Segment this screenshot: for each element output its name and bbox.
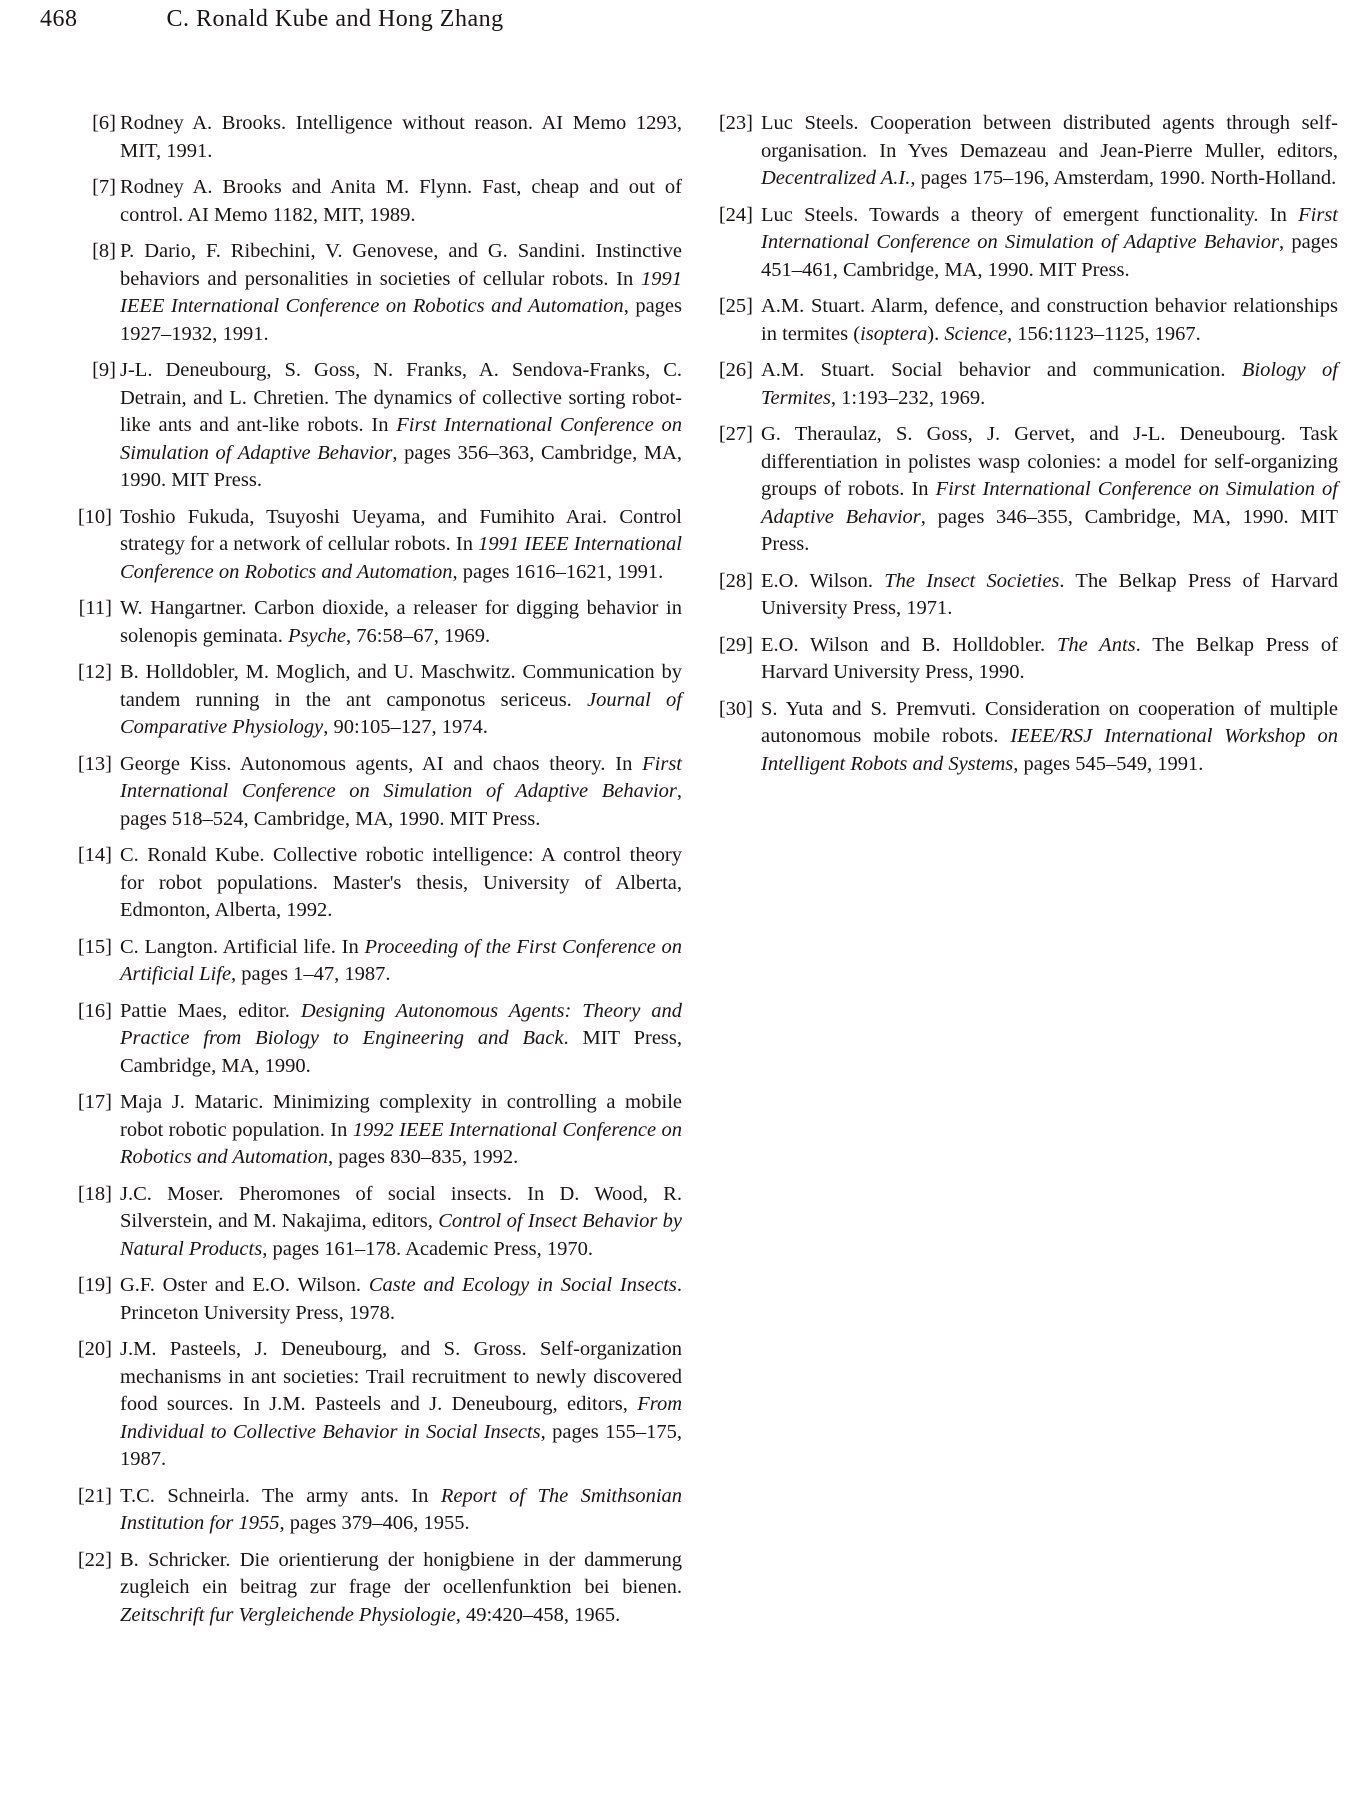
reference-number: [12] (77, 661, 112, 683)
reference-text-segment: B. Schricker. Die orientierung der honigbiene in der dammerung zugleich ein beitrag zur frage der ocellenfunktion bei bienen. (120, 1548, 682, 1598)
reference-entry (718, 357, 1338, 412)
reference-title-italic: First International Conference on Simulation of Adaptive Behavior (761, 203, 1338, 253)
reference-text (120, 936, 682, 986)
reference-text (120, 1274, 682, 1324)
reference-number: [15] (77, 935, 112, 958)
reference-number: [22] (77, 1548, 112, 1571)
reference-title-italic: Caste and Ecology in Social Insects (368, 1274, 677, 1296)
reference-entry (718, 421, 1339, 559)
reference-title-italic: Science (944, 322, 1007, 345)
reference-number: [17] (77, 1091, 112, 1113)
reference-number: [7] (92, 176, 116, 198)
reference-text (120, 1091, 682, 1168)
reference-text-segment: , pages 1927–1932, 1991. (120, 295, 683, 345)
reference-text-segment: G.F. Oster and E.O. Wilson. (120, 1274, 369, 1296)
reference-text-segment: . Princeton University Press, 1978. (120, 1274, 682, 1324)
reference-text-segment: B. Holldobler, M. Moglich, and U. Maschwitz. Communication by tandem running in the ant camponotus sericeus. (120, 661, 682, 711)
reference-entry (82, 110, 682, 165)
reference-title-italic: The Insect Societies (884, 569, 1060, 592)
reference-entry (77, 1181, 683, 1264)
reference-title-italic: Zeitschrift fur Vergleichende Physiologie (120, 1603, 456, 1626)
reference-text (120, 240, 682, 345)
reference-text (761, 570, 1338, 620)
reference-number: [10] (77, 505, 112, 528)
reference-text (761, 204, 1338, 281)
reference-number: [9] (92, 359, 116, 381)
reference-number: [25] (718, 295, 753, 317)
reference-text (761, 359, 1338, 409)
reference-entry (82, 174, 682, 229)
reference-text-segment: , 76:58–67, 1969. (346, 624, 491, 647)
reference-text-segment: . The Belkap Press of Harvard University Press, 1971. (761, 569, 1338, 619)
reference-text (120, 176, 682, 226)
reference-entry (77, 1272, 682, 1327)
reference-text-segment: P. Dario, F. Ribechini, V. Genovese, and G. Sandini. Instinctive behaviors and personalities in societies of cellular robots. In (120, 240, 682, 290)
reference-text-segment: E.O. Wilson and B. Holldobler. (761, 633, 1057, 656)
reference-title-italic: 1991 IEEE International Conference on Robotics and Automation (120, 267, 682, 317)
reference-title-italic: Decentralized A.I. (761, 167, 911, 189)
reference-entry (718, 696, 1338, 779)
reference-text (120, 661, 682, 738)
reference-number: [29] (718, 633, 753, 656)
reference-title-italic: isoptera (860, 322, 928, 345)
reference-text-segment: , 90:105–127, 1974. (323, 716, 488, 738)
page-number: 468 (40, 6, 78, 32)
reference-text-segment: , 1:193–232, 1969. (830, 386, 986, 409)
reference-text-segment: , pages 175–196, Amsterdam, 1990. North-Holland. (910, 167, 1337, 189)
reference-title-italic: Biology of Termites (761, 359, 1338, 409)
reference-entry (77, 998, 682, 1081)
reference-text-segment: Pattie Maes, editor. (120, 999, 301, 1022)
reference-text-segment: Rodney A. Brooks. Intelligence without reason. AI Memo 1293, MIT, 1991. (120, 112, 682, 162)
reference-text (120, 1183, 682, 1260)
reference-entry (77, 751, 682, 834)
reference-text (120, 753, 682, 830)
reference-title-italic: Report of The Smithsonian Institution for 1955 (120, 1484, 683, 1534)
references-right-column (718, 110, 1339, 787)
reference-text-segment: , pages 1616–1621, 1991. (452, 560, 664, 583)
reference-text (120, 844, 682, 921)
reference-text (761, 112, 1338, 189)
reference-text (120, 597, 682, 647)
reference-text (120, 506, 682, 583)
reference-number: [11] (78, 597, 112, 619)
reference-text-segment: Luc Steels. Cooperation between distributed agents through self-organisation. In Yves Demazeau and Jean-Pierre Muller, editors, (761, 112, 1338, 162)
reference-text-segment: . The Belkap Press of Harvard University Press, 1990. (761, 633, 1338, 683)
reference-text (120, 1485, 682, 1535)
reference-entry (718, 632, 1338, 687)
reference-entry (77, 1483, 683, 1538)
reference-number: [26] (718, 359, 753, 381)
reference-text-segment: C. Ronald Kube. Collective robotic intelligence: A control theory for robot populations. Master's thesis, University of Alberta, Edmonton, Alberta, 1992. (120, 844, 682, 921)
reference-text-segment: A.M. Stuart. Alarm, defence, and construction behavior relationships in termites ( (761, 295, 1338, 345)
reference-entry (77, 1089, 682, 1172)
reference-text (120, 1549, 682, 1626)
reference-text (761, 423, 1338, 555)
reference-text (761, 295, 1338, 345)
reference-entry (718, 568, 1338, 623)
reference-number: [8] (92, 240, 116, 262)
reference-text-segment: J.C. Moser. Pheromones of social insects. In D. Wood, R. Silverstein, and M. Nakajima, editors, (120, 1182, 682, 1232)
reference-number: [27] (718, 423, 753, 445)
reference-title-italic: Journal of Comparative Physiology (120, 688, 682, 738)
reference-text-segment: George Kiss. Autonomous agents, AI and chaos theory. In (120, 752, 643, 775)
reference-text-segment: W. Hangartner. Carbon dioxide, a releaser for digging behavior in solenopis geminata. (120, 597, 682, 647)
reference-number: [23] (718, 112, 753, 134)
reference-text-segment: , pages 155–175, 1987. (120, 1420, 682, 1470)
reference-text (120, 1338, 682, 1470)
reference-text-segment: , pages 451–461, Cambridge, MA, 1990. MIT Press. (761, 231, 1338, 281)
reference-title-italic: 1992 IEEE International Conference on Robotics and Automation (120, 1118, 682, 1168)
running-header-authors: C. Ronald Kube and Hong Zhang (166, 6, 504, 32)
reference-text-segment: , pages 1–47, 1987. (231, 963, 391, 985)
reference-text-segment: C. Langton. Artificial life. In (120, 935, 365, 958)
reference-number: [14] (77, 844, 112, 866)
reference-entry (77, 659, 682, 742)
reference-text-segment: . MIT Press, Cambridge, MA, 1990. (120, 1027, 682, 1077)
reference-text-segment: G. Theraulaz, S. Goss, J. Gervet, and J-L. Deneubourg. Task differentiation in polistes wasp colonies: a model for self-organizing groups of robots. In (761, 423, 1338, 500)
reference-title-italic: IEEE/RSJ International Workshop on Intelligent Robots and Systems (761, 725, 1338, 775)
reference-text-segment: Toshio Fukuda, Tsuyoshi Ueyama, and Fumihito Arai. Control strategy for a network of cellular robots. In (120, 505, 682, 555)
reference-entry (77, 1547, 682, 1630)
reference-text-segment: , pages 830–835, 1992. (328, 1146, 519, 1168)
reference-entry (718, 110, 1338, 193)
reference-number: [24] (718, 203, 753, 226)
reference-number: [20] (77, 1338, 112, 1360)
reference-text-segment: , pages 379–406, 1955. (279, 1512, 470, 1534)
reference-text (120, 359, 682, 491)
reference-text-segment: J.M. Pasteels, J. Deneubourg, and S. Gross. Self-organization mechanisms in ant societies: Trail recruitment to newly discovered food sources. In J.M. Pasteels and J. Deneubourg, editors, (120, 1338, 682, 1415)
reference-text-segment: , pages 518–524, Cambridge, MA, 1990. MIT Press. (120, 780, 682, 830)
reference-text-segment: Rodney A. Brooks and Anita M. Flynn. Fast, cheap and out of control. AI Memo 1182, MIT, 1989. (120, 176, 682, 226)
reference-entry (82, 357, 682, 495)
reference-text-segment: , 49:420–458, 1965. (455, 1603, 621, 1626)
reference-text-segment: S. Yuta and S. Premvuti. Consideration on cooperation of multiple autonomous mobile robots. (761, 697, 1338, 747)
reference-text-segment: Luc Steels. Towards a theory of emergent functionality. In (761, 203, 1299, 226)
reference-number: [16] (77, 999, 112, 1022)
reference-text (120, 112, 682, 162)
reference-entry (718, 293, 1338, 348)
reference-entry (82, 238, 682, 348)
reference-entry (718, 202, 1338, 285)
reference-number: [13] (77, 752, 112, 775)
reference-title-italic: Designing Autonomous Agents: Theory and Practice from Biology to Engineering and Back (120, 999, 682, 1049)
reference-text (761, 634, 1338, 684)
reference-number: [6] (92, 112, 116, 134)
reference-text-segment: E.O. Wilson. (761, 569, 885, 592)
reference-text-segment: A.M. Stuart. Social behavior and communication. (761, 359, 1242, 381)
reference-title-italic: Control of Insect Behavior by Natural Products (120, 1210, 683, 1260)
reference-number: [21] (77, 1484, 112, 1507)
reference-text-segment: , pages 356–363, Cambridge, MA, 1990. MIT Press. (120, 441, 682, 491)
reference-text (120, 1000, 682, 1077)
reference-text-segment: J-L. Deneubourg, S. Goss, N. Franks, A. Sendova-Franks, C. Detrain, and L. Chretien. The dynamics of collective sorting robot-like ants and ant-like robots. In (120, 359, 682, 436)
reference-text-segment: ). (927, 322, 945, 345)
reference-entry (78, 595, 682, 650)
reference-text-segment: , pages 346–355, Cambridge, MA, 1990. MIT Press. (761, 505, 1339, 555)
reference-number: [19] (77, 1274, 112, 1296)
reference-number: [30] (718, 697, 753, 720)
reference-text (761, 698, 1338, 775)
reference-title-italic: 1991 IEEE International Conference on Robotics and Automation (120, 533, 682, 583)
references-left-column (77, 110, 683, 1638)
reference-entry (77, 842, 682, 925)
reference-title-italic: First International Conference on Simulation of Adaptive Behavior (120, 414, 682, 464)
reference-entry (77, 504, 682, 587)
running-header (40, 6, 504, 33)
reference-entry (77, 934, 682, 989)
reference-number: [18] (77, 1182, 112, 1205)
reference-text-segment: , pages 161–178. Academic Press, 1970. (262, 1237, 593, 1260)
reference-title-italic: First International Conference on Simulation of Adaptive Behavior (761, 478, 1338, 528)
reference-title-italic: Proceeding of the First Conference on Artificial Life (120, 935, 682, 985)
reference-number: [28] (718, 569, 753, 592)
reference-title-italic: First International Conference on Simulation of Adaptive Behavior (120, 752, 682, 802)
reference-title-italic: Psyche (287, 624, 347, 647)
reference-text-segment: T.C. Schneirla. The army ants. In (120, 1484, 441, 1507)
reference-title-italic: The Ants (1056, 633, 1136, 656)
reference-text-segment: , pages 545–549, 1991. (1013, 752, 1204, 775)
reference-text-segment: Maja J. Mataric. Minimizing complexity in controlling a mobile robot robotic population. In (120, 1091, 682, 1141)
reference-text-segment: , 156:1123–1125, 1967. (1006, 322, 1201, 345)
reference-entry (77, 1336, 682, 1474)
reference-title-italic: From Individual to Collective Behavior in Social Insects (120, 1393, 682, 1443)
